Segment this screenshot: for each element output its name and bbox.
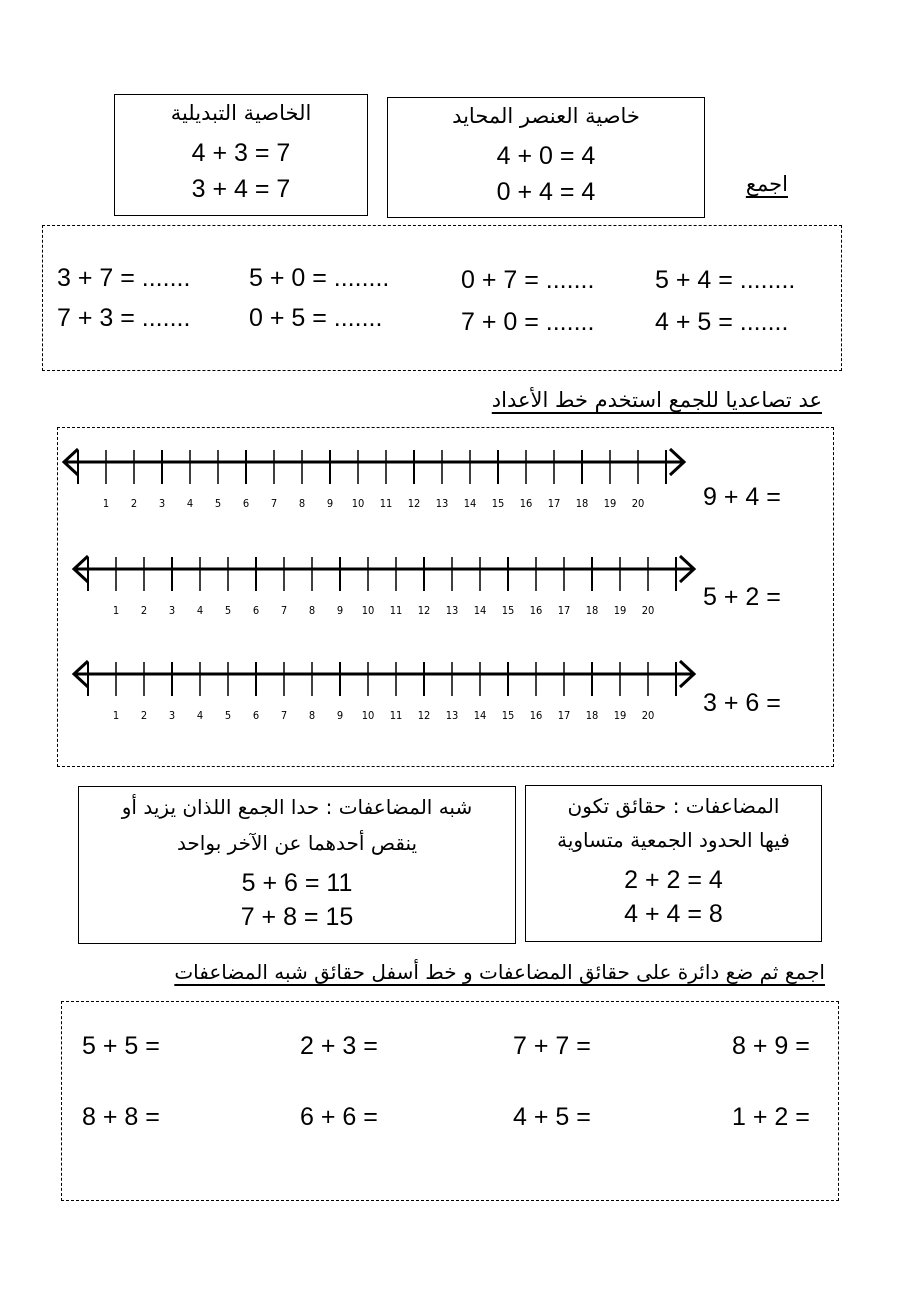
ex2-item: 8 + 9 =: [732, 1032, 810, 1060]
near-doubles-eq-1: 5 + 6 = 11: [241, 869, 353, 897]
number-line-label: 5: [224, 604, 232, 617]
number-line-label: 20: [641, 604, 655, 617]
number-line-label: 15: [501, 604, 515, 617]
commutative-property-box: [114, 94, 368, 216]
ex1-item: 7 + 0 = .......: [461, 308, 595, 336]
number-line-label: 11: [389, 709, 403, 722]
number-line-label: 7: [270, 497, 278, 510]
number-line-label: 16: [529, 604, 543, 617]
number-line-label: 13: [445, 709, 459, 722]
commutative-eq-2: 3 + 4 = 7: [191, 175, 291, 203]
number-line-1: [58, 428, 718, 528]
number-line-label: 9: [326, 497, 334, 510]
near-doubles-eq-2: 7 + 8 = 15: [240, 903, 354, 931]
doubles-line-1: المضاعفات : حقائق تكون: [567, 794, 780, 818]
exercise-2-box: [61, 1001, 839, 1201]
exercise-1-box: [42, 225, 842, 371]
numberline-heading: عد تصاعديا للجمع استخدم خط الأعداد: [491, 388, 822, 412]
numberline-problem-2: 5 + 2 =: [703, 583, 781, 611]
number-line-label: 14: [473, 604, 487, 617]
number-line-label: 10: [361, 604, 375, 617]
number-line-label: 15: [491, 497, 505, 510]
number-line-label: 10: [361, 709, 375, 722]
number-line-label: 6: [242, 497, 250, 510]
number-line-label: 20: [631, 497, 645, 510]
number-line-label: 10: [351, 497, 365, 510]
number-line-label: 13: [445, 604, 459, 617]
ex1-item: 0 + 7 = .......: [461, 266, 595, 294]
number-line-label: 7: [280, 604, 288, 617]
number-line-label: 2: [130, 497, 138, 510]
ex2-item: 8 + 8 =: [82, 1103, 160, 1131]
number-line-label: 11: [389, 604, 403, 617]
ex2-item: 5 + 5 =: [82, 1032, 160, 1060]
number-line-label: 19: [603, 497, 617, 510]
number-line-label: 19: [613, 604, 627, 617]
add-label: اجمع: [745, 172, 788, 196]
ex1-item: 5 + 0 = ........: [249, 264, 390, 292]
exercise-2-heading: اجمع ثم ضع دائرة على حقائق المضاعفات و خط أسفل حقائق شبه المضاعفات: [174, 960, 825, 984]
number-line-label: 14: [463, 497, 477, 510]
number-line-label: 13: [435, 497, 449, 510]
number-line-label: 15: [501, 709, 515, 722]
number-line-label: 17: [547, 497, 561, 510]
near-doubles-line-2: ينقص أحدهما عن الآخر بواحد: [176, 831, 418, 855]
number-line-label: 12: [407, 497, 421, 510]
number-line-label: 1: [112, 709, 120, 722]
number-line-label: 4: [196, 709, 204, 722]
ex2-item: 7 + 7 =: [513, 1032, 591, 1060]
identity-property-box: [387, 97, 705, 218]
identity-eq-1: 4 + 0 = 4: [496, 142, 596, 170]
number-line-label: 20: [641, 709, 655, 722]
number-line-label: 3: [158, 497, 166, 510]
ex1-item: 0 + 5 = .......: [249, 304, 383, 332]
number-line-label: 5: [224, 709, 232, 722]
number-line-2: [68, 535, 728, 635]
number-line-label: 6: [252, 709, 260, 722]
number-line-label: 2: [140, 604, 148, 617]
doubles-line-2: فيها الحدود الجمعية متساوية: [557, 828, 790, 852]
number-line-label: 19: [613, 709, 627, 722]
number-line-label: 3: [168, 709, 176, 722]
ex2-item: 4 + 5 =: [513, 1103, 591, 1131]
ex2-item: 1 + 2 =: [732, 1103, 810, 1131]
number-line-label: 12: [417, 709, 431, 722]
numberline-problem-1: 9 + 4 =: [703, 483, 781, 511]
number-line-label: 17: [557, 604, 571, 617]
ex1-item: 3 + 7 = .......: [57, 264, 191, 292]
number-line-label: 5: [214, 497, 222, 510]
number-line-label: 12: [417, 604, 431, 617]
near-doubles-line-1: شبه المضاعفات : حدا الجمع اللذان يزيد أو: [121, 795, 473, 819]
number-line-label: 4: [196, 604, 204, 617]
number-line-label: 4: [186, 497, 194, 510]
commutative-eq-1: 4 + 3 = 7: [191, 139, 291, 167]
ex2-item: 2 + 3 =: [300, 1032, 378, 1060]
number-line-label: 17: [557, 709, 571, 722]
doubles-eq-2: 4 + 4 = 8: [624, 900, 723, 928]
number-line-label: 11: [379, 497, 393, 510]
number-line-3: [68, 640, 728, 740]
number-line-label: 14: [473, 709, 487, 722]
number-line-label: 9: [336, 709, 344, 722]
ex2-item: 6 + 6 =: [300, 1103, 378, 1131]
commutative-title: الخاصية التبديلية: [170, 101, 312, 125]
number-line-label: 9: [336, 604, 344, 617]
number-line-label: 3: [168, 604, 176, 617]
number-line-label: 1: [102, 497, 110, 510]
number-line-label: 8: [308, 709, 316, 722]
number-line-label: 18: [585, 604, 599, 617]
number-line-label: 2: [140, 709, 148, 722]
number-line-label: 7: [280, 709, 288, 722]
number-line-label: 16: [519, 497, 533, 510]
doubles-box: [525, 785, 822, 942]
numberline-box: [57, 427, 834, 767]
number-line-label: 8: [298, 497, 306, 510]
number-line-label: 16: [529, 709, 543, 722]
ex1-item: 4 + 5 = .......: [655, 308, 789, 336]
numberline-problem-3: 3 + 6 =: [703, 689, 781, 717]
number-line-label: 18: [585, 709, 599, 722]
doubles-eq-1: 2 + 2 = 4: [624, 866, 723, 894]
identity-eq-2: 0 + 4 = 4: [496, 178, 596, 206]
number-line-label: 1: [112, 604, 120, 617]
ex1-item: 7 + 3 = .......: [57, 304, 191, 332]
ex1-item: 5 + 4 = ........: [655, 266, 796, 294]
number-line-label: 8: [308, 604, 316, 617]
number-line-label: 6: [252, 604, 260, 617]
near-doubles-box: [78, 786, 516, 944]
identity-title: خاصية العنصر المحايد: [452, 104, 640, 128]
number-line-label: 18: [575, 497, 589, 510]
